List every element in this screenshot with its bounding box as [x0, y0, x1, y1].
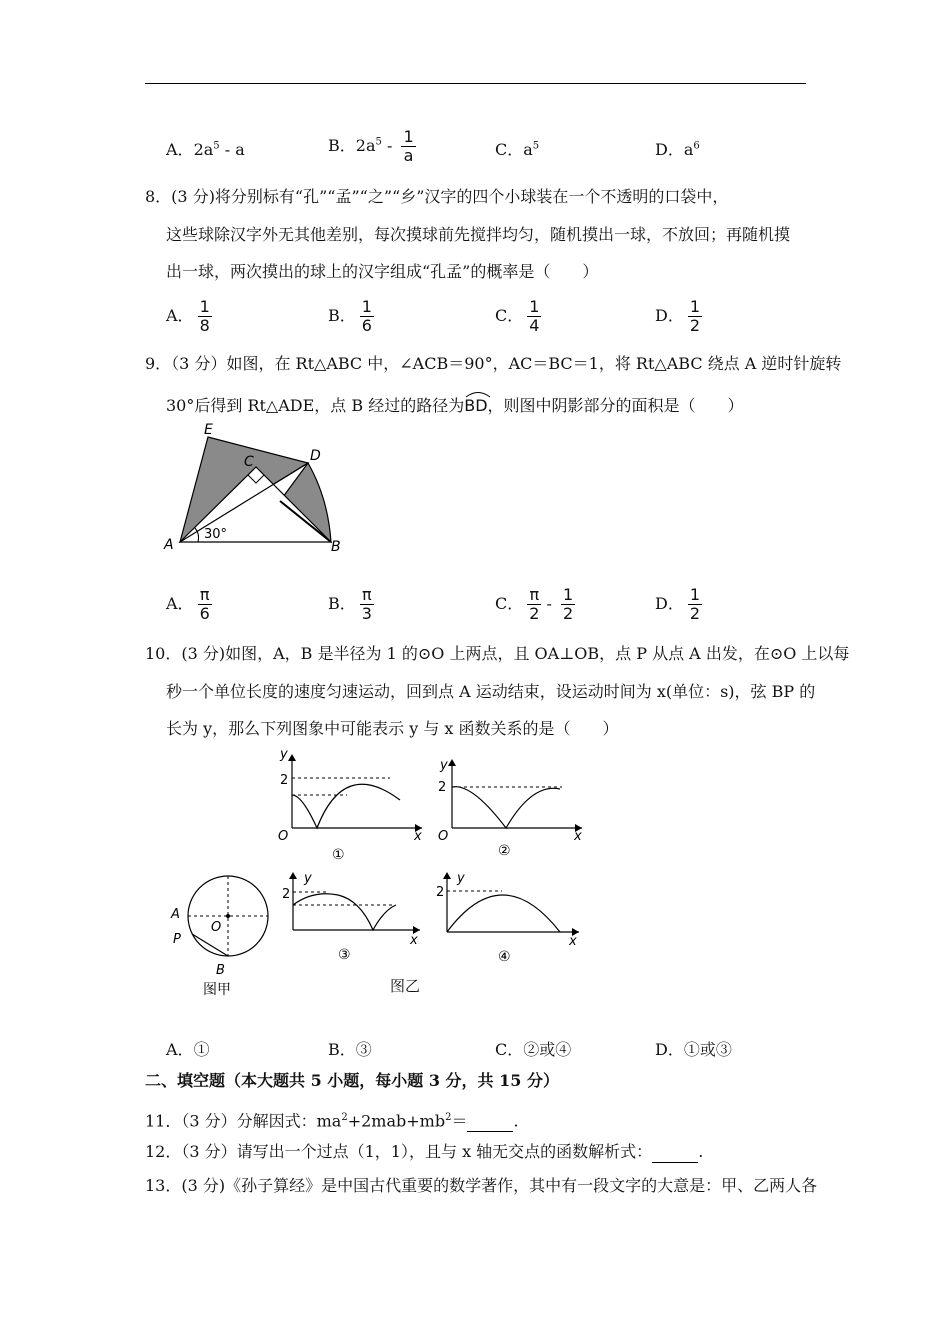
q13-line: 13．(3 分)《孙子算经》是中国古代重要的数学著作，其中有一段文字的大意是：甲、乙两人各 — [145, 1176, 818, 1195]
q10-fig-yi: 图乙 — [390, 977, 421, 995]
q10-option-c: C．②或④ — [495, 1040, 572, 1059]
q10-graph-3 — [278, 868, 428, 973]
q10-option-d: D．①或③ — [655, 1040, 732, 1059]
q8-option-a: A． $\frac{1}{8}$ — [166, 297, 210, 335]
q10-g4-two: 2 — [436, 885, 445, 900]
q9-line1: 9．（3 分）如图，在 Rt△ABC 中，∠ACB＝90°，AC＝BC＝1，将 Rt△ABC 绕点 A 逆时针旋转 — [145, 354, 842, 373]
q7-option-d: D．$a^6$ — [655, 140, 700, 159]
q10-g3-caption: ③ — [338, 947, 351, 963]
q10-graph-2 — [432, 755, 592, 865]
q10-g2-x: x — [574, 829, 582, 844]
q10-g3-x: x — [410, 933, 418, 948]
q7-option-c: C．$a^5$ — [495, 140, 540, 159]
header-rule — [145, 83, 806, 84]
q10-g4-caption: ④ — [498, 949, 511, 965]
q10-g2-two: 2 — [438, 780, 447, 795]
q10-option-b: B．③ — [328, 1040, 372, 1059]
q10-circle-o: O — [211, 920, 222, 935]
q10-line2: 秒一个单位长度的速度匀速运动，回到点 A 运动结束，设运动时间为 x(单位：s)，弦 BP 的 — [166, 682, 816, 701]
q8-line3: 出一球，两次摸出的球上的汉字组成“孔孟”的概率是（ ） — [166, 262, 599, 281]
q10-g2-caption: ② — [498, 843, 511, 859]
q10-g3-y: y — [304, 871, 312, 886]
q9-label-d: D — [310, 448, 321, 464]
q9-label-a: A — [164, 537, 174, 553]
q10-g1-caption: ① — [332, 847, 345, 863]
q9-figure — [160, 418, 355, 558]
q10-graph-1 — [272, 750, 432, 865]
q10-g4-y: y — [457, 871, 465, 886]
q10-option-a: A．① — [166, 1040, 210, 1059]
q9-label-e: E — [204, 422, 213, 438]
section-2-heading: 二、填空题（本大题共 5 小题，每小题 3 分，共 15 分） — [145, 1071, 559, 1090]
q10-circle-figure — [165, 868, 275, 1003]
q10-g3-two: 2 — [282, 887, 291, 902]
q8-option-b: B． $\frac{1}{6}$ — [328, 297, 372, 335]
q10-graph-4 — [432, 868, 592, 973]
q10-circle-p: P — [173, 932, 181, 947]
q10-g1-two: 2 — [280, 773, 289, 788]
q10-line3: 长为 y，那么下列图象中可能表示 y 与 x 函数关系的是（ ） — [166, 719, 619, 738]
q10-g1-x: x — [414, 829, 422, 844]
q10-circle-a: A — [171, 907, 180, 922]
q11-blank[interactable] — [467, 1111, 513, 1132]
q12-blank[interactable] — [652, 1142, 698, 1163]
q9-label-b: B — [331, 539, 341, 555]
q9-option-c: C． $\frac{\pi}{2}$ - $\frac{1}{2}$ — [495, 585, 574, 623]
q7-option-a: A．$2a^5$ - a — [166, 140, 245, 159]
q8-line2: 这些球除汉字外无其他差别，每次摸球前先搅拌均匀，随机摸出一球，不放回；再随机摸 — [166, 225, 791, 244]
q10-circle-b: B — [216, 963, 225, 978]
q12-line: 12．（3 分）请写出一个过点（1，1），且与 x 轴无交点的函数解析式： . — [145, 1142, 704, 1161]
q8-line1: 8．(3 分)将分别标有“孔”“孟”“之”“乡”汉字的四个小球装在一个不透明的口袋中， — [145, 187, 729, 206]
q11-line: 11．（3 分）分解因式：$ma^2+2mab+mb^2=$ . — [145, 1111, 519, 1131]
q10-g1-o: O — [278, 829, 289, 844]
q8-option-d: D． $\frac{1}{2}$ — [655, 297, 701, 335]
q8-option-c: C． $\frac{1}{4}$ — [495, 297, 540, 335]
q10-g2-y: y — [440, 758, 448, 773]
q9-label-c: C — [244, 454, 254, 470]
q9-option-b: B． $\frac{\pi}{3}$ — [328, 585, 372, 623]
q9-option-a: A． $\frac{\pi}{6}$ — [166, 585, 210, 623]
q9-angle-label: 30° — [204, 527, 228, 542]
q9-line2: 30°后得到 Rt△ADE，点 B 经过的路径为 BD，则图中阴影部分的面积是（ ） — [166, 392, 744, 416]
q10-line1: 10．(3 分)如图，A，B 是半径为 1 的⊙O 上两点，且 OA⊥OB，点 P 从点 A 出发，在⊙O 上以每 — [145, 644, 850, 663]
q10-g2-o: O — [438, 829, 449, 844]
q9-option-d: D． $\frac{1}{2}$ — [655, 585, 701, 623]
q10-g1-y: y — [280, 750, 288, 762]
q10-fig-jia: 图甲 — [203, 982, 231, 998]
q10-g4-x: x — [569, 934, 577, 949]
q7-option-b: B．$2a^5$ - $\frac{1}{a}$ — [328, 127, 414, 165]
